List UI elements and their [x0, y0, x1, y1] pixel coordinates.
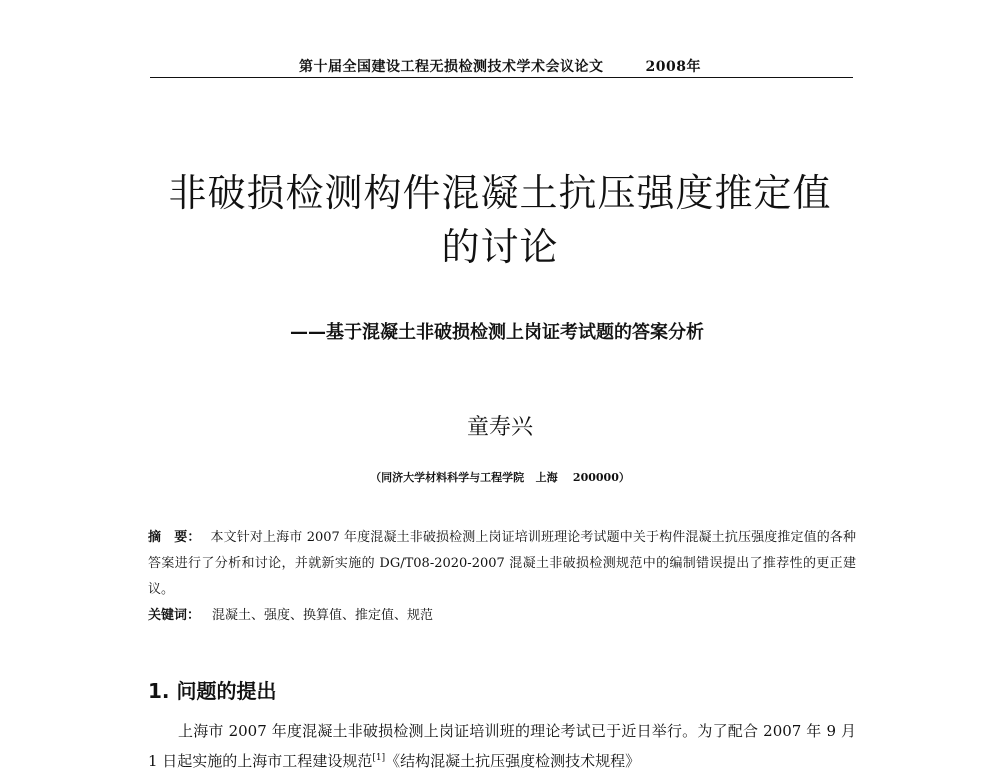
paper-title: [80, 166, 920, 274]
keywords-text: 混凝土、强度、换算值、推定值、规范: [212, 608, 434, 623]
header-rule: [150, 77, 853, 78]
keywords-label: 关键词：: [148, 608, 201, 623]
conference-year: 2008年: [645, 59, 701, 75]
title-line-1: 非破损检测构件混凝土抗压强度推定值: [168, 171, 832, 215]
title-line-2: 的讨论: [441, 225, 559, 269]
paragraph-text-start: 上海市 2007 年度混凝土非破损检测上岗证培训班的理论考试已于近日举行。为了配合 2007 年 9 月 1 日起实施的上海市工程建设规范: [148, 722, 856, 770]
abstract-text: 本文针对上海市 2007 年度混凝土非破损检测上岗证培训班理论考试题中关于构件混凝土抗压强度推定值的各种答案进行了分析和讨论，并就新实施的 DG/T08-2020-2007 混凝土非破损检测规范中的编制错误提出了推荐性的更正建议。: [148, 530, 856, 597]
body-paragraph: [148, 716, 856, 776]
reference-marker: [1]: [372, 753, 386, 763]
paper-subtitle: ——基于混凝土非破损检测上岗证考试题的答案分析: [290, 322, 704, 343]
section-heading: 1. 问题的提出: [148, 679, 277, 703]
conference-name: 第十届全国建设工程无损检测技术学术会议论文: [299, 59, 604, 75]
abstract: [148, 525, 856, 603]
author-affiliation: （同济大学材料科学与工程学院 上海 200000）: [370, 471, 630, 484]
abstract-label: 摘 要：: [148, 530, 201, 545]
author-name: 童寿兴: [466, 415, 533, 440]
keywords: [148, 603, 856, 629]
running-header: [150, 56, 850, 76]
paragraph-text-end: 《结构混凝土抗压强度检测技术规程》: [385, 752, 641, 770]
